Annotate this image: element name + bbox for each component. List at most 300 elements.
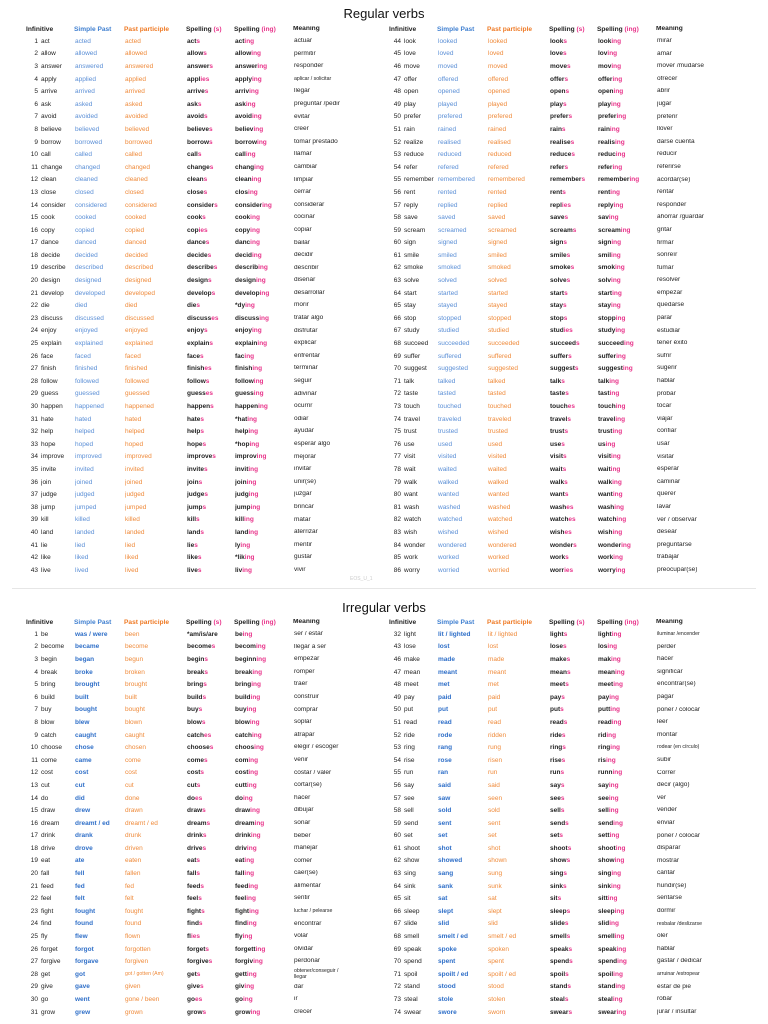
spelling-ing [235,176,294,183]
infinitive: ring [404,744,415,752]
simple-past: worked [438,554,459,562]
spelling-ing [235,327,294,334]
past-participle: replied [488,201,508,209]
spelling-s-ending: es [566,503,574,511]
simple-past: lived [75,566,89,574]
spelling-s-base: spoil [550,970,566,978]
spelling-ing-ending: ing [247,415,258,423]
table-row [387,551,715,564]
meaning: matar [294,516,311,523]
meaning: abrir [657,88,671,95]
meaning: bailar [294,239,310,246]
spelling-ing-ending: ing [607,50,618,58]
spelling-ing-ending: ing [620,226,631,234]
meaning: tomar prestado [294,138,338,145]
spelling-s-ending: s [197,566,202,574]
past-participle: lived [125,566,139,574]
table-row [24,111,352,124]
row-number: 62 [393,264,401,272]
table-row [24,867,352,880]
spelling-ing-base: wish [598,528,613,536]
simple-past: built [75,693,89,701]
header-infinitive: Infinitive [389,619,417,626]
spelling-s [550,151,598,158]
row-number: 53 [393,744,401,752]
spelling-s-ending: s [196,37,201,45]
meaning: firmar [657,239,674,246]
spelling-ing [235,971,294,978]
table-row [24,779,352,792]
spelling-s-base: give [187,983,201,991]
infinitive: sing [404,870,416,878]
table-row [387,287,715,300]
spelling-s [187,101,235,108]
table-row [24,993,352,1006]
infinitive: drink [41,832,56,840]
spelling-s-ending: s [201,718,206,726]
spelling-ing-base: speak [598,945,617,953]
spelling-s-base: speak [550,945,569,953]
row-number: 78 [393,465,401,473]
spelling-ing-ending: ing [613,88,624,96]
infinitive: follow [41,377,58,385]
infinitive: dream [41,819,60,827]
spelling-ing [235,883,294,890]
infinitive: wonder [404,541,426,549]
row-number: 64 [393,882,401,890]
spelling-s-base: suggest [550,365,575,373]
spelling-ing-ending: ing [248,769,259,777]
spelling-s-ending: s [563,239,567,247]
spelling-s [550,807,598,814]
table-row [387,716,715,729]
spelling-ing [235,416,294,423]
spelling-ing-base: guess [235,390,254,398]
infinitive: come [41,756,57,764]
spelling-s [187,744,235,751]
header-meaning: Meaning [293,619,320,626]
past-participle: suffered [488,352,512,360]
table-row [387,161,715,174]
infinitive: stand [404,983,420,991]
spelling-s-ending: s [567,983,571,991]
spelling-s [550,694,598,701]
spelling-ing [235,378,294,385]
spelling-s-ending: s [581,176,586,184]
table-row [24,968,352,981]
past-participle: studied [488,327,509,335]
simple-past: felt [75,895,85,903]
spelling-ing-base: arriv [235,88,250,96]
infinitive: fall [41,870,50,878]
spelling-ing-ending: ing [246,844,257,852]
spelling-s-base: travel [550,415,568,423]
spelling-s-ending: s [200,983,204,991]
table-row [387,564,715,577]
infinitive: pay [404,693,415,701]
spelling-s [187,176,235,183]
row-number: 2 [34,643,38,651]
spelling-s [550,453,598,460]
spelling-s-ending: s [204,668,208,676]
spelling-s-base: cut [187,781,197,789]
table-row [24,955,352,968]
spelling-s-ending: s [564,491,569,499]
row-number: 61 [393,844,401,852]
row-number: 31 [30,1008,38,1016]
spelling-s [550,353,598,360]
table-row [24,148,352,161]
spelling-ing [235,63,294,70]
spelling-ing-ending: ing [615,844,626,852]
spelling-ing [235,227,294,234]
meaning: resolver [657,277,681,284]
simple-past: solved [438,277,457,285]
infinitive: forget [41,945,58,953]
spelling-ing-ending: ing [612,428,623,436]
spelling-ing-base: spoil [598,970,614,978]
spelling-s-ending: s [563,37,567,45]
spelling-ing [235,732,294,739]
simple-past: looked [438,37,458,45]
meaning: encontrar(se) [657,681,696,688]
table-row [24,199,352,212]
spelling-ing-base: realis [598,138,615,146]
meaning: hundir(se) [657,882,687,889]
simple-past: asked [75,100,93,108]
spelling-s-ending: s [563,643,567,651]
past-participle: signed [488,239,508,247]
spelling-s [187,908,235,915]
spelling-ing [235,479,294,486]
header-spelling-ing-mark: (ing) [261,619,276,626]
meaning: crecer [294,1008,313,1015]
table-row [387,48,715,61]
meaning: mirar [657,38,672,44]
table-row [24,501,352,514]
spelling-s [550,757,598,764]
infinitive: answer [41,62,62,70]
infinitive: remember [404,176,434,184]
table-row [24,653,352,666]
spelling-ing-base: sleep [598,907,615,915]
spelling-s-ending: ies [200,75,210,83]
infinitive: build [41,693,55,701]
spelling-s-ending: es [205,390,214,398]
spelling-ing-ending: ing [253,390,264,398]
meaning: sentarse [657,895,682,902]
table-row [387,830,715,843]
spelling-s-base: remember [550,176,582,184]
meaning: perdonar [294,958,321,965]
simple-past: fell [75,870,85,878]
spelling-ing [598,151,657,158]
infinitive: work [404,554,418,562]
past-participle: screamed [488,226,517,234]
spelling-s [187,795,235,802]
spelling-ing-ending: ing [610,465,621,473]
past-participle: drunk [125,832,142,840]
spelling-s-base: wonder [550,541,574,549]
spelling-ing-base: drink [235,832,251,840]
row-number: 46 [393,655,401,663]
spelling-ing [598,202,657,209]
spelling-ing-base: mean [598,668,615,676]
row-number: 14 [30,201,38,209]
row-number: 65 [393,895,401,903]
row-number: 50 [393,113,401,121]
infinitive: spend [404,958,422,966]
row-number: 53 [393,151,401,159]
past-participle: believed [125,125,150,133]
header-meaning: Meaning [656,26,683,33]
spelling-s [187,732,235,739]
past-participle: set [488,832,497,840]
infinitive: say [404,781,415,789]
meaning: sufrir [657,352,672,359]
row-number: 31 [30,415,38,423]
spelling-s [187,920,235,927]
simple-past: called [75,151,92,159]
spelling-ing [235,694,294,701]
spelling-s-ending: s [566,933,571,941]
table-row [387,804,715,817]
spelling-ing [598,807,657,814]
row-number: 69 [393,352,401,360]
spelling-s [550,50,598,57]
spelling-ing-base: ly [235,541,241,549]
spelling-s [187,302,235,309]
infinitive: worry [404,566,420,574]
simple-past: stayed [438,302,458,310]
simple-past: happened [75,403,104,411]
meaning: ver / observar [657,516,697,523]
spelling-ing-ending: ing [244,37,255,45]
past-participle: called [125,151,142,159]
table-row [387,451,715,464]
infinitive: use [404,440,415,448]
spelling-ing-ending: ing [611,655,621,663]
spelling-s-base: repl [550,201,562,209]
spelling-s [550,971,598,978]
past-participle: rained [488,125,507,133]
past-participle: paid [488,693,501,701]
spelling-s-ending: s [559,832,564,840]
table-row [24,174,352,187]
infinitive: sink [404,882,416,890]
spelling-s [187,857,235,864]
table-row [24,666,352,679]
meaning: aterrizar [294,529,318,536]
spelling-s [550,390,598,397]
spelling-s-base: bring [187,681,204,689]
row-number: 9 [34,731,38,739]
simple-past: signed [438,239,458,247]
meaning: amar [657,50,672,57]
past-participle: forgotten [125,945,151,953]
spelling-s-base: believe [187,125,210,133]
infinitive: taste [404,390,419,398]
spelling-s [187,151,235,158]
spelling-ing-ending: ing [611,37,622,45]
table-row [387,488,715,501]
past-participle: saved [488,214,506,222]
past-participle: dreamt / ed [125,819,158,827]
meaning: pagar [657,693,674,700]
spelling-s-ending: s [560,769,565,777]
meaning: preferir [657,113,678,120]
spelling-ing [598,516,657,523]
spelling-s-base: fall [187,870,197,878]
spelling-s-base: save [550,214,565,222]
spelling-ing [235,151,294,158]
spelling-s-base: sell [550,807,561,815]
past-participle: meant [488,668,507,676]
infinitive: open [404,88,419,96]
spelling-ing-ending: ing [255,945,266,953]
row-number: 20 [30,870,38,878]
past-participle: improved [125,453,152,461]
spelling-ing [598,529,657,536]
spelling-s [550,63,598,70]
meaning: darse cuenta [657,138,695,145]
simple-past: stole [438,996,454,1004]
spelling-ing [235,757,294,764]
spelling-s-base: read [550,718,564,726]
spelling-s [187,883,235,890]
meaning: evitar [294,113,310,120]
spelling-s-base: open [550,88,566,96]
simple-past: sat [438,895,448,903]
simple-past: spent [438,958,456,966]
spelling-s-ending: s [560,781,565,789]
spelling-s-base: smile [550,251,567,259]
row-number: 73 [393,403,401,411]
spelling-ing-ending: ing [615,983,626,991]
spelling-ing [598,832,657,839]
meaning: brincar [294,503,314,510]
meaning: sonreír [657,252,678,259]
meaning: arruinar /estropear [657,971,700,978]
spelling-ing-base: *hat [235,415,248,423]
infinitive: blow [41,718,55,726]
simple-past: suffered [438,352,462,360]
spelling-s-ending: s [566,907,571,915]
spelling-ing-base: jump [235,503,251,511]
spelling-ing-ending: ing [607,895,618,903]
past-participle: smoked [488,264,511,272]
spelling-ing-ending: ing [613,819,623,827]
spelling-ing-base: allow [235,50,252,58]
header-spelling-s-label: Spelling [549,26,577,33]
spelling-ing-base: steal [598,996,613,1004]
infinitive: believe [41,125,62,133]
row-number: 1 [34,630,38,638]
spelling-ing-ending: ing [259,314,269,322]
header-spelling-s-mark: (s) [213,619,222,626]
infinitive: travel [404,415,420,423]
spelling-s-ending: s [200,528,204,536]
meaning: lavar [657,503,672,510]
past-participle: hoped [125,440,144,448]
meaning: considerar [294,201,325,208]
spelling-s [187,378,235,385]
spelling-s-base: feel [187,895,199,903]
spelling-ing-ending: ing [255,643,266,651]
spelling-s-ending: s [200,882,204,890]
spelling-s [550,542,598,549]
spelling-ing-base: fac [235,352,245,360]
spelling-s-base: worr [550,566,565,574]
infinitive: feel [41,895,52,903]
spelling-s-base: *am/is/are [187,630,218,638]
table-row [24,842,352,855]
meaning: llegar [294,88,310,95]
spelling-ing-ending: ing [615,151,626,159]
infinitive: trust [404,428,417,436]
row-number: 13 [30,188,38,196]
meaning: llamar [294,151,312,158]
meaning: probar [657,390,676,397]
table-row [24,136,352,149]
spelling-ing-ending: ing [251,731,262,739]
table-row [387,98,715,111]
spelling-s-base: call [187,151,198,159]
spelling-s-ending: s [202,440,207,448]
spelling-s-base: get [187,970,197,978]
simple-past: ate [75,857,85,865]
infinitive: allow [41,50,56,58]
row-number: 18 [30,844,38,852]
simple-past: prefered [438,113,463,121]
spelling-ing-ending: ing [617,958,627,966]
simple-past: suggested [438,365,468,373]
simple-past: walked [438,478,459,486]
meaning: ser / estar [294,631,323,637]
simple-past: developed [75,289,105,297]
spelling-s-base: scream [550,226,573,234]
spelling-ing-ending: ing [250,214,260,222]
spelling-s [187,757,235,764]
spelling-ing [598,76,657,83]
spelling-s [187,769,235,776]
spelling-ing [598,542,657,549]
simple-past: liked [75,554,89,562]
header-past-participle: Past participle [487,619,533,626]
table-row [387,892,715,905]
meaning: tocar [657,403,672,410]
spelling-ing-base: stopp [598,314,616,322]
spelling-ing-base: sett [598,832,610,840]
spelling-ing-ending: ing [246,706,257,714]
spelling-s-ending: s [563,630,568,638]
spelling-ing-ending: ing [242,630,253,638]
spelling-s [550,214,598,221]
spelling-s-ending: s [198,478,203,486]
past-participle: decided [125,251,148,259]
spelling-s [550,996,598,1003]
simple-past: opened [438,88,460,96]
meaning: robar [657,996,673,1003]
spelling-ing [235,529,294,536]
spelling-ing-ending: ing [608,214,619,222]
spelling-s-ending: es [564,528,572,536]
meaning: atrapar [294,731,315,738]
simple-past: stood [438,983,456,991]
row-number: 5 [34,681,38,689]
table-row [24,526,352,539]
row-number: 68 [393,933,401,941]
